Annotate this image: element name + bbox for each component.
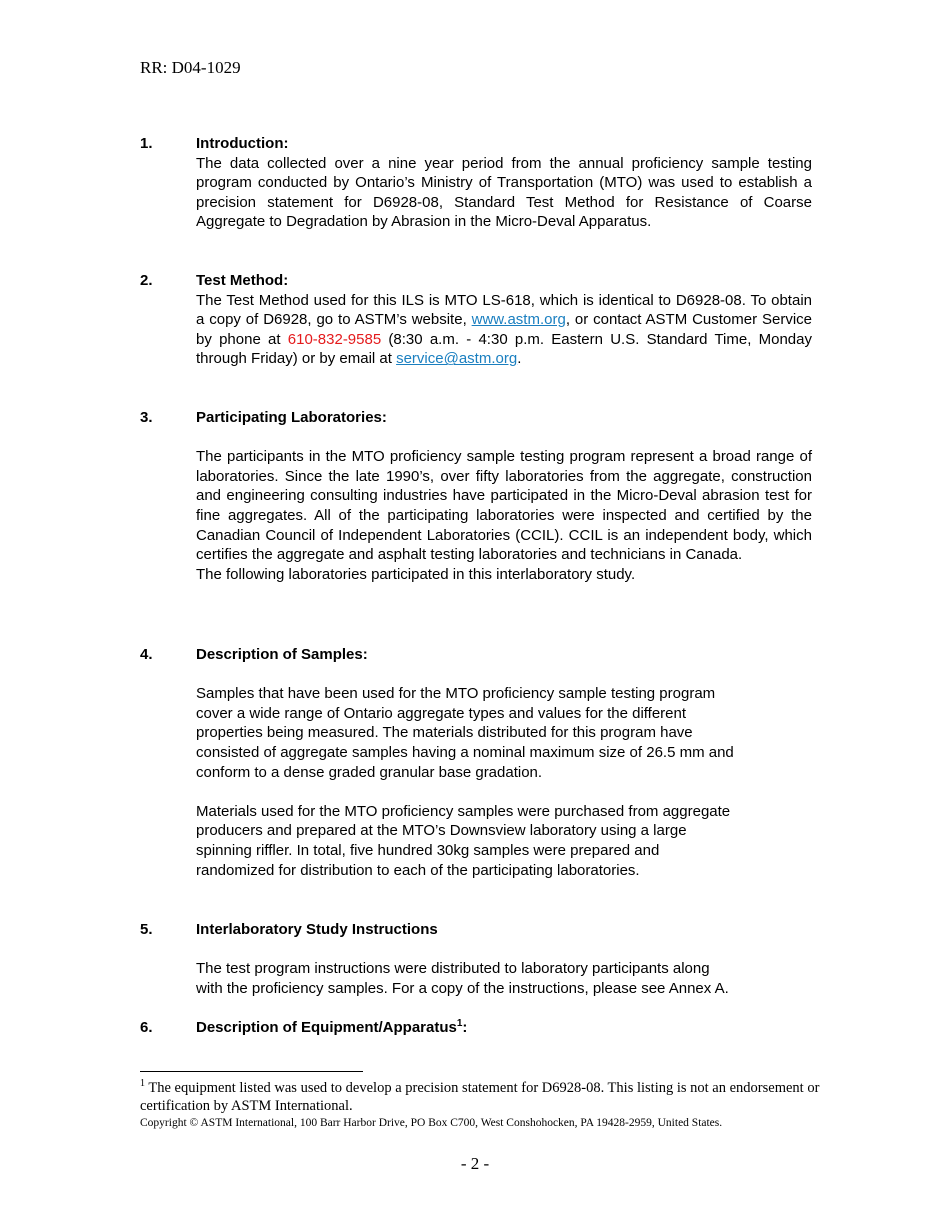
report-number-header: RR: D04-1029: [140, 58, 241, 77]
footnote-marker: 1: [140, 1078, 145, 1090]
section-introduction: [140, 134, 812, 232]
section-number: 5.: [140, 921, 153, 938]
section-number: 2.: [140, 272, 153, 289]
copyright-notice: Copyright © ASTM International, 100 Barr Harbor Drive, PO Box C700, West Conshohocken, PA 19428-2959, United States.: [140, 1117, 723, 1129]
section-number: 3.: [140, 409, 153, 426]
customer-service-phone: 610-832-9585: [287, 330, 382, 348]
section-paragraph: The test program instructions were distributed to laboratory participants along with the proficiency samples. For a copy of the instructions, please see Annex A.: [196, 960, 729, 997]
section-participating-laboratories: [140, 408, 812, 584]
section-number: 4.: [140, 646, 153, 663]
section-number: 1.: [140, 135, 153, 152]
section-paragraph: The data collected over a nine year period from the annual proficiency sample testing program conducted by Ontario’s Ministry of Transportation (MTO) was used to establish a precision statement for D6928-08, Standard Test Method for Resistance of Coarse Aggregate to Degradation by Abrasion in the Micro-Deval Apparatus.: [196, 154, 812, 231]
section-title: Description of Equipment/Apparatus$^1$:: [196, 1018, 468, 1036]
footnote: $^1$ The equipment listed was used to develop a precision statement for D6928-08. This listing is not an endorsement or certification by ASTM International.: [140, 1078, 820, 1114]
section-interlaboratory-instructions: [140, 920, 812, 998]
section-title: Description of Samples:: [196, 646, 368, 663]
section-title: Participating Laboratories:: [196, 409, 387, 426]
section-paragraph: The participants in the MTO proficiency sample testing program represent a broad range of laboratories. Since the late 1990’s, over fifty laboratories from the aggregate, construction and engineering consulting industries have participated in the Micro-Deval abrasion test for fine aggregates. All of the participating laboratories were inspected and certified by the Canadian Council of Independent Laboratories (CCIL). CCIL is an independent body, which certifies the aggregate and asphalt testing laboratories and technicians in Canada.: [196, 448, 812, 564]
section-equipment-apparatus: [140, 1018, 812, 1038]
section-title: Test Method:: [196, 272, 289, 289]
section-title: Introduction:: [196, 135, 289, 152]
astm-email-link[interactable]: service@astm.org: [396, 350, 518, 368]
section-number: 6.: [140, 1019, 153, 1036]
section-title: Interlaboratory Study Instructions: [196, 921, 438, 938]
astm-website-link[interactable]: www.astm.org: [471, 311, 566, 329]
section-test-method: [140, 271, 812, 369]
section-paragraph: The Test Method used for this ILS is MTO LS-618, which is identical to D6928-08. To obtain a copy of D6928, go to ASTM’s website, www.astm.org, or contact ASTM Customer Service by phone at 610-832-9585 (8:30 a.m. - 4:30 p.m. Eastern U.S. Standard Time, Monday through Friday) or by email at service@astm.org.: [196, 291, 812, 368]
section-paragraph: The following laboratories participated in this interlaboratory study.: [196, 565, 636, 583]
section-description-of-samples: [140, 645, 812, 880]
footnote-reference: 1: [456, 1018, 463, 1029]
section-paragraph: Materials used for the MTO proficiency samples were purchased from aggregate producers and prepared at the MTO’s Downsview laboratory using a large spinning riffler. In total, five hundred 30kg samples were prepared and randomized for distribution to each of the participating laboratories.: [196, 802, 731, 879]
footnote-divider: [140, 1071, 363, 1072]
section-paragraph: Samples that have been used for the MTO proficiency sample testing program cover a wide range of Ontario aggregate types and values for the different properties being measured. The materials distributed for this program have consisted of aggregate samples having a nominal maximum size of 26.5 mm and conform to a dense graded granular base gradation.: [196, 685, 734, 781]
page-number: - 2 -: [460, 1154, 490, 1173]
